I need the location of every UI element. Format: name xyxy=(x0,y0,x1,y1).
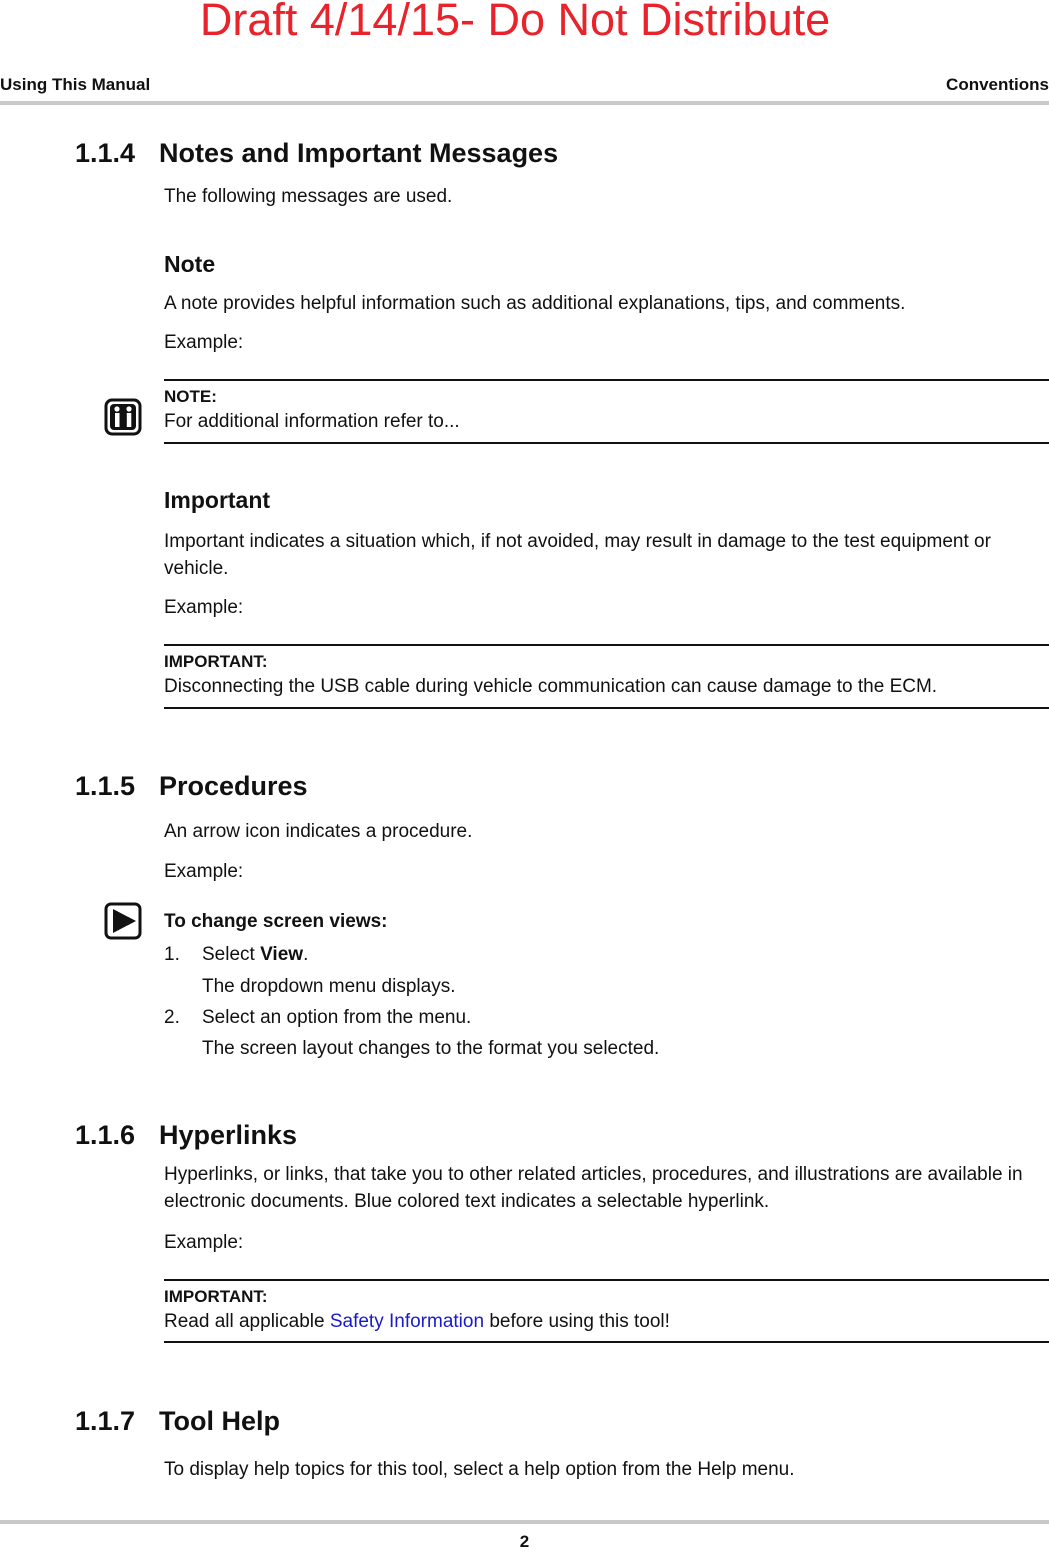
section-number: 1.1.4 xyxy=(75,138,136,168)
header-chapter-title: Conventions xyxy=(946,75,1049,94)
section-intro: Hyperlinks, or links, that take you to other related articles, procedures, and illustrations are available in electronic documents. Blue colored text indicates a selectable hyperlink. xyxy=(164,1164,1023,1212)
section-heading-1-1-5 xyxy=(75,771,308,802)
step-text: Select View. xyxy=(202,944,309,965)
page-number: 2 xyxy=(519,1532,530,1551)
step-result: The screen layout changes to the format you selected. xyxy=(202,1038,660,1059)
note-box-label: NOTE: xyxy=(164,387,217,406)
section-title: Hyperlinks xyxy=(159,1120,298,1150)
important-description: Important indicates a situation which, if not avoided, may result in damage to the test equipment or vehicle. xyxy=(164,531,991,579)
step-number: 2. xyxy=(164,1007,180,1028)
important-box-bottom-rule xyxy=(164,707,1049,709)
procedure-title: To change screen views: xyxy=(164,911,388,932)
note-heading: Note xyxy=(164,251,216,277)
ui-term-view: View xyxy=(260,944,304,965)
hyperlink-box-text: Read all applicable Safety Information before using this tool! xyxy=(164,1311,670,1332)
section-title: Tool Help xyxy=(159,1406,280,1436)
header-divider xyxy=(0,101,1049,105)
hyperlink-box-top-rule xyxy=(164,1279,1049,1281)
hyperlink-box-bottom-rule xyxy=(164,1341,1049,1343)
section-intro: An arrow icon indicates a procedure. xyxy=(164,821,473,842)
hyperlink-box-label: IMPORTANT: xyxy=(164,1287,268,1306)
section-heading-1-1-4 xyxy=(75,138,558,169)
step-result: The dropdown menu displays. xyxy=(202,976,456,997)
note-box-bottom-rule xyxy=(164,442,1049,444)
important-box-label: IMPORTANT: xyxy=(164,652,268,671)
hyperlink-example-label: Example: xyxy=(164,1232,244,1253)
important-example-label: Example: xyxy=(164,597,244,618)
note-box-top-rule xyxy=(164,379,1049,381)
section-title: Notes and Important Messages xyxy=(159,138,559,168)
note-example-label: Example: xyxy=(164,332,244,353)
safety-information-link[interactable]: Safety Information xyxy=(329,1311,485,1332)
footer-divider xyxy=(0,1520,1049,1524)
section-intro: To display help topics for this tool, select a help option from the Help menu. xyxy=(164,1459,795,1480)
section-heading-1-1-6 xyxy=(75,1120,297,1151)
note-box-text: For additional information refer to... xyxy=(164,411,460,432)
step-number: 1. xyxy=(164,944,180,965)
info-icon xyxy=(104,398,142,436)
section-heading-1-1-7 xyxy=(75,1406,280,1437)
header-section-title: Using This Manual xyxy=(0,75,151,94)
important-heading: Important xyxy=(164,487,271,513)
section-number: 1.1.5 xyxy=(75,771,136,801)
procedure-example-label: Example: xyxy=(164,861,244,882)
note-description: A note provides helpful information such as additional explanations, tips, and comments. xyxy=(164,293,906,314)
step-text: Select an option from the menu. xyxy=(202,1007,472,1028)
section-title: Procedures xyxy=(159,771,308,801)
important-box-text: Disconnecting the USB cable during vehicle communication can cause damage to the ECM. xyxy=(164,676,938,697)
section-intro: The following messages are used. xyxy=(164,186,453,207)
important-box-top-rule xyxy=(164,644,1049,646)
section-number: 1.1.7 xyxy=(75,1406,136,1436)
draft-watermark: Draft 4/14/15- Do Not Distribute xyxy=(199,0,831,45)
arrow-right-icon xyxy=(104,902,142,940)
section-number: 1.1.6 xyxy=(75,1120,136,1150)
